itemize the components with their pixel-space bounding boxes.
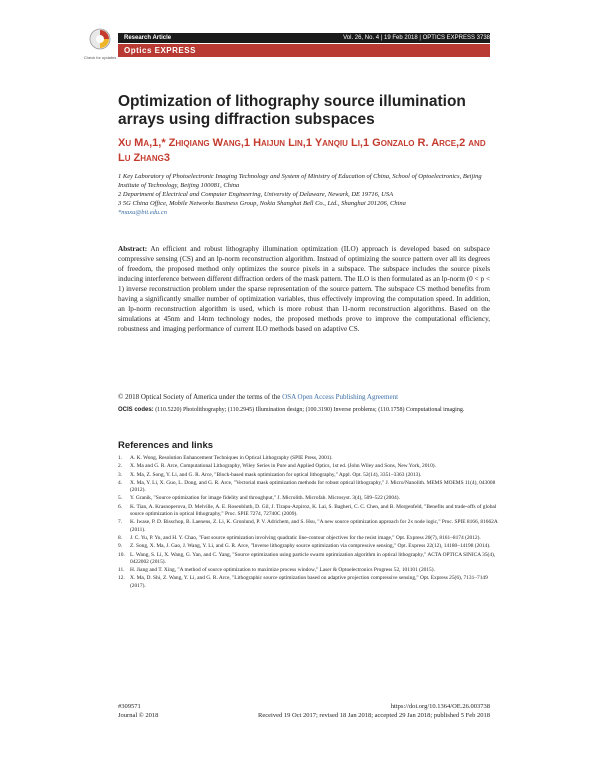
ocis-text: (110.5220) Photolithography; (110.2945) Illumination design; (100.3190) Inverse problems; (110.1758) Computational imaging. xyxy=(155,407,465,413)
affiliations xyxy=(118,172,498,217)
reference-list xyxy=(118,455,498,591)
references-heading: References and links xyxy=(118,440,214,451)
corresponding-email[interactable]: *maxu@bit.edu.cn xyxy=(118,209,167,216)
reference-number: 6. xyxy=(118,503,123,510)
abstract xyxy=(118,244,490,334)
footer-right xyxy=(258,702,490,720)
reference-text: X. Ma and G. R. Arce, Computational Lithography, Wiley Series in Pure and Applied Optics, 1st ed. (John Wiley and Sons, New York, 2010). xyxy=(130,463,436,470)
reference-text: A. K. Wong, Resolution Enhancement Techniques in Optical Lithography (SPIE Press, 2001). xyxy=(130,455,333,461)
reference-item xyxy=(118,519,498,534)
citation-header: Vol. 26, No. 4 | 19 Feb 2018 | OPTICS EXPRESS 3738 xyxy=(339,33,490,43)
ocis-label: OCIS codes: xyxy=(118,407,154,413)
reference-number: 11. xyxy=(118,567,125,574)
reference-item xyxy=(118,480,498,495)
publication-dates: Received 19 Oct 2017; revised 18 Jan 2018; accepted 29 Jan 2018; published 5 Feb 2018 xyxy=(258,712,490,719)
reference-item xyxy=(118,567,498,574)
abstract-label: Abstract: xyxy=(118,245,148,253)
reference-number: 12. xyxy=(118,575,125,582)
open-access-link[interactable]: OSA Open Access Publishing Agreement xyxy=(282,393,399,401)
copyright-text: © 2018 Optical Society of America under the terms of the xyxy=(118,393,281,401)
reference-text: X. Ma, D. Shi, Z. Wang, Y. Li, and G. R. Arce, "Lithographic source optimization based on adaptive projection compressive sensing," Opt. Express 25(6), 7131–7149 (2017). xyxy=(130,575,488,589)
reference-text: H. Jiang and T. Xing, "A method of source optimization to maximize process window," Laser & Optoelectronics Progress 52, 101101 (2015). xyxy=(130,567,435,574)
journal-band xyxy=(118,44,490,57)
reference-text: Y. Granik, "Source optimization for image fidelity and throughput," J. Microlith. Microfab. Microsyst. 3(4), 509–522 (2004). xyxy=(130,495,400,502)
reference-text: L. Wang, S. Li, X. Wang, G. Yan, and C. Yang, "Source optimization using particle swarm optimization algorithm in optical lithography," ACTA OPTICA SINICA 35(4), 0422002 (2015). xyxy=(130,551,496,565)
copyright-notice xyxy=(118,392,498,402)
reference-item xyxy=(118,504,498,519)
reference-text: Z. Song, X. Ma, J. Gao, J. Wang, Y. Li, and G. R. Arce, "Inverse lithography source optimization via compressive sensing," Opt. Express 22(12), 14180–14198 (2014). xyxy=(130,543,491,550)
reference-text: X. Ma, Z. Song, Y. Li, and G. R. Arce, "Block-based mask optimization for optical lithography," Appl. Opt. 52(14), 3351–3363 (2013). xyxy=(130,471,422,478)
footer-left xyxy=(118,702,158,720)
abstract-text: An efficient and robust lithography illumination optimization (ILO) approach is developed based on subspace compressive sensing (CS) and an lp-norm reconstruction algorithm. Instead of optimizing the source pattern over all its degrees of freedom, the proposed method only optimizes the source pixels in a subspace. The subspace includes the source pixels inducing interference between different diffraction orders of the mask pattern. The ILO is then formulated as an lp-norm (0 < p < 1) inverse reconstruction problem under the sparse representation of the source pattern. The subspace CS method benefits from having a significantly smaller number of optimization variables, thus effectively improving the computation speed. In addition, an lp-norm reconstruction algorithm is used, which is more robust than l1-norm reconstruction algorithms. Based on the simulations at 45nm and 14nm technology nodes, the proposed methods prove to improve the computational efficiency, robustness and imaging performance of current ILO methods based on adaptive CS. xyxy=(118,245,490,333)
reference-number: 8. xyxy=(118,534,123,541)
affiliation-3: 3 5G China Office, Mobile Networks Business Group, Nokia Shanghai Bell Co., Ltd., Shanghai 201206, China xyxy=(118,200,406,207)
journal-name: Optics EXPRESS xyxy=(124,46,196,55)
affiliation-2: 2 Department of Electrical and Computer Engineering, University of Delaware, Newark, DE 19716, USA xyxy=(118,191,394,198)
paper-title: Optimization of lithography source illumination arrays using diffraction subspaces xyxy=(118,93,466,128)
journal-copyright: Journal © 2018 xyxy=(118,712,159,719)
article-type: Research Article xyxy=(124,35,172,41)
check-for-updates-logo-icon[interactable] xyxy=(88,27,112,57)
reference-text: J. C. Yu, P. Yu, and H. Y. Chao, "Fast source optimization involving quadratic line-contour objectives for the resist image," Opt. Express 20(7), 8161–8174 (2012). xyxy=(130,534,481,541)
reference-number: 3. xyxy=(118,471,123,478)
reference-number: 5. xyxy=(118,495,123,502)
reference-item xyxy=(118,543,498,550)
affiliation-1: 1 Key Laboratory of Photoelectronic Imaging Technology and System of Ministry of Education of China, School of Optoelectronics, Beijing Institute of Technology, Beijing 100081, China xyxy=(118,173,482,189)
reference-number: 2. xyxy=(118,463,123,470)
reference-text: X. Ma, Y. Li, X. Guo, L. Dong, and G. R. Arce, "Vectorial mask optimization methods for robust optical lithography," J. Micro/Nanolith. MEMS MOEMS 11(4), 043008 (2012). xyxy=(130,479,496,494)
reference-text: K. Tian, A. Krasnoperova, D. Melville, A. E. Rosenbluth, D. Gil, J. Tirapu-Azpiroz, K. Lai, S. Bagheri, C. C. Chen, and B. Morgenfeld, "Benefits and trade-offs of global source optimization in optical lithography," Proc. SPIE 7274, 72740C (2009). xyxy=(130,503,497,518)
reference-text: K. Iwase, P. D. Bisschop, B. Laenens, Z. Li, K. Gronlund, P. V. Adrichem, and S. Hsu, "A new source optimization approach for 2x node logic," Proc. SPIE 8166, 81662A (2011). xyxy=(130,519,498,533)
reference-number: 7. xyxy=(118,519,123,526)
reference-item xyxy=(118,495,498,502)
doi-link[interactable]: https://doi.org/10.1364/OE.26.003738 xyxy=(390,703,490,710)
reference-number: 1. xyxy=(118,455,123,461)
reference-item xyxy=(118,463,498,470)
reference-number: 4. xyxy=(118,479,123,486)
author-list: Xu Ma,1,* Zhiqiang Wang,1 Haijun Lin,1 Yanqiu Li,1 Gonzalo R. Arce,2 and Lu Zhang3 xyxy=(118,137,486,164)
reference-item xyxy=(118,472,498,479)
reference-item xyxy=(118,535,498,542)
logo-caption: Check for updates xyxy=(83,55,117,60)
reference-item xyxy=(118,455,498,462)
reference-item xyxy=(118,575,498,590)
reference-item xyxy=(118,552,498,567)
article-id: #309571 xyxy=(118,703,141,710)
reference-number: 9. xyxy=(118,543,123,550)
ocis-codes xyxy=(118,406,498,415)
reference-number: 10. xyxy=(118,551,125,558)
